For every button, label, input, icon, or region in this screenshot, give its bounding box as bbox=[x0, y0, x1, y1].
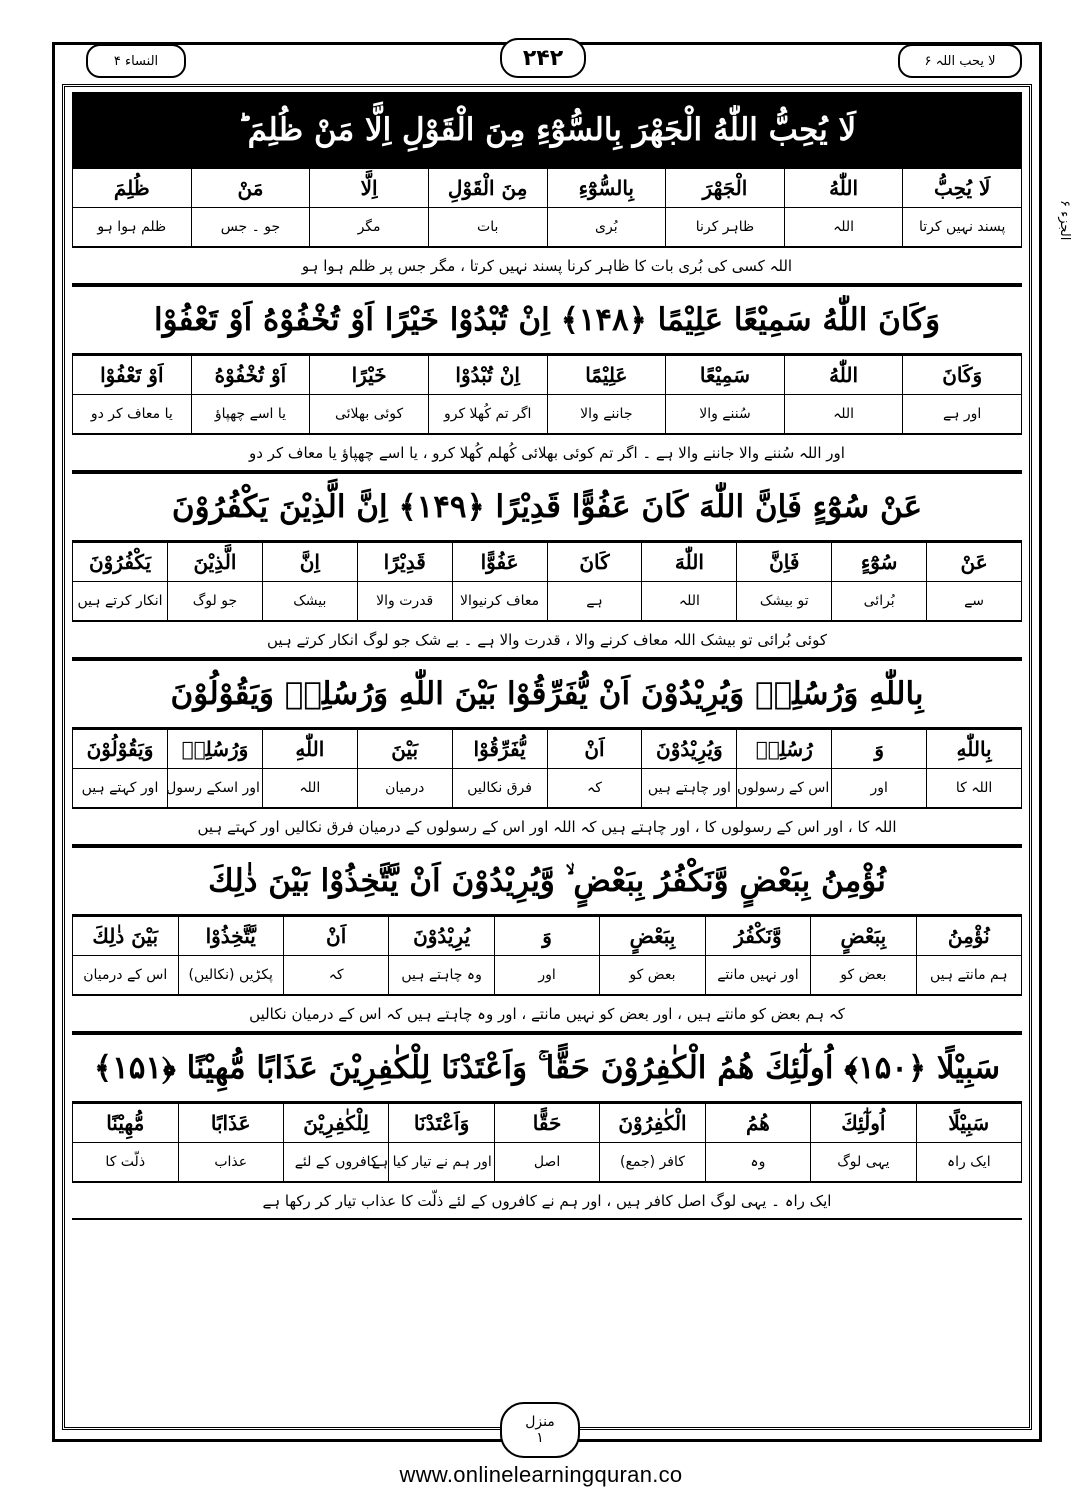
word-by-word-table bbox=[72, 916, 1022, 995]
ayah-line: وَكَانَ اللّٰهُ سَمِيْعًا عَلِيْمًا ﴿۱۴۸﴾ اِنْ تُبْدُوْا خَيْرًا اَوْ تُخْفُوْهُ اَوْ تَعْفُوْا bbox=[72, 285, 1022, 355]
urdu-meaning-cell: کافر (جمع) bbox=[600, 1143, 705, 1182]
urdu-meanings-row bbox=[73, 956, 1022, 995]
arabic-word-cell: نُؤْمِنُ bbox=[916, 917, 1021, 956]
surah-name-label: النساء ۴ bbox=[86, 44, 186, 78]
urdu-meaning-cell: یا معاف کر دو bbox=[73, 395, 192, 434]
arabic-word-cell: بِبَعْضٍ bbox=[600, 917, 705, 956]
arabic-word-cell: سُوْٓءٍ bbox=[832, 543, 927, 582]
urdu-meaning-cell: اور ہے bbox=[903, 395, 1022, 434]
urdu-meaning-cell: یا اسے چھپاؤ bbox=[191, 395, 310, 434]
arabic-words-row bbox=[73, 917, 1022, 956]
urdu-translation-line: ایک راہ ۔ یہی لوگ اصل کافر ہیں ، اور ہم نے کافروں کے لئے ذلّت کا عذاب تیار کر رکھا ہے bbox=[72, 1182, 1022, 1220]
arabic-word-cell: الْكٰفِرُوْنَ bbox=[600, 1104, 705, 1143]
arabic-word-cell: بِاللّٰهِ bbox=[927, 730, 1022, 769]
arabic-words-row bbox=[73, 169, 1022, 208]
arabic-word-cell: اُولٰٓئِكَ bbox=[811, 1104, 916, 1143]
urdu-meaning-cell: بعض کو bbox=[811, 956, 916, 995]
arabic-words-row bbox=[73, 356, 1022, 395]
urdu-meaning-cell: بیشک bbox=[262, 582, 357, 621]
urdu-meaning-cell: سُننے والا bbox=[666, 395, 785, 434]
arabic-word-cell: بِبَعْضٍ bbox=[811, 917, 916, 956]
arabic-word-cell: اِنَّ bbox=[262, 543, 357, 582]
manzil-label: منزل bbox=[525, 1414, 555, 1430]
arabic-word-cell: يَّتَّخِذُوْا bbox=[178, 917, 283, 956]
urdu-meaning-cell: اللہ bbox=[784, 395, 903, 434]
urdu-meaning-cell: اللہ bbox=[784, 208, 903, 247]
website-watermark: www.onlinelearningquran.co bbox=[399, 1462, 683, 1487]
arabic-word-cell: اَنْ bbox=[283, 917, 388, 956]
arabic-word-cell: سَبِيْلًا bbox=[916, 1104, 1021, 1143]
urdu-meaning-cell: بات bbox=[428, 208, 547, 247]
urdu-meaning-cell: ایک راہ bbox=[916, 1143, 1021, 1182]
urdu-meaning-cell: یہی لوگ bbox=[811, 1143, 916, 1182]
arabic-word-cell: هُمُ bbox=[705, 1104, 810, 1143]
urdu-meaning-cell: معاف کرنیوالا bbox=[452, 582, 547, 621]
arabic-word-cell: اِنْ تُبْدُوْا bbox=[428, 356, 547, 395]
ayah-line: نُؤْمِنُ بِبَعْضٍ وَّنَكْفُرُ بِبَعْضٍ ۙ وَّيُرِيْدُوْنَ اَنْ يَّتَّخِذُوْا بَيْنَ ذٰلِكَ bbox=[72, 846, 1022, 916]
urdu-meaning-cell: انکار کرتے ہیں bbox=[73, 582, 168, 621]
urdu-meaning-cell: اور bbox=[832, 769, 927, 808]
arabic-word-cell: يُرِيْدُوْنَ bbox=[389, 917, 494, 956]
urdu-meaning-cell: اور چاہتے ہیں bbox=[642, 769, 737, 808]
urdu-meaning-cell: کہ bbox=[547, 769, 642, 808]
arabic-words-row bbox=[73, 730, 1022, 769]
arabic-word-cell: عَنْ bbox=[927, 543, 1022, 582]
urdu-meaning-cell: اللہ bbox=[262, 769, 357, 808]
arabic-word-cell: بِالسُّوْٓءِ bbox=[547, 169, 666, 208]
arabic-word-cell: لِلْكٰفِرِيْنَ bbox=[283, 1104, 388, 1143]
arabic-word-cell: وَاَعْتَدْنَا bbox=[389, 1104, 494, 1143]
urdu-meanings-row bbox=[73, 208, 1022, 247]
arabic-word-cell: اَوْ تُخْفُوْهُ bbox=[191, 356, 310, 395]
urdu-meaning-cell: وہ bbox=[705, 1143, 810, 1182]
urdu-meaning-cell: اور اسکے رسول bbox=[167, 769, 262, 808]
juz-name-label: لا یحب اللہ ۶ bbox=[898, 44, 1022, 78]
arabic-word-cell: يُّفَرِّقُوْا bbox=[452, 730, 547, 769]
arabic-word-cell: وَيَقُوْلُوْنَ bbox=[73, 730, 168, 769]
manzil-badge bbox=[500, 1402, 580, 1458]
arabic-word-cell: حَقًّا bbox=[494, 1104, 599, 1143]
arabic-word-cell: اللّٰهُ bbox=[784, 356, 903, 395]
arabic-word-cell: بَيْنَ ذٰلِكَ bbox=[73, 917, 179, 956]
arabic-word-cell: كَانَ bbox=[547, 543, 642, 582]
urdu-meaning-cell: جو لوگ bbox=[167, 582, 262, 621]
juz-side-label: الجزء ۶ bbox=[1057, 199, 1072, 240]
arabic-word-cell: رُسُلِهٖ bbox=[737, 730, 832, 769]
urdu-meaning-cell: کافروں کے لئے bbox=[283, 1143, 388, 1182]
word-by-word-table bbox=[72, 355, 1022, 434]
urdu-meanings-row bbox=[73, 769, 1022, 808]
arabic-word-cell: عَذَابًا bbox=[178, 1104, 283, 1143]
urdu-meaning-cell: عذاب bbox=[178, 1143, 283, 1182]
urdu-meaning-cell: اور نہیں مانتے bbox=[705, 956, 810, 995]
arabic-word-cell: مُّهِيْنًا bbox=[73, 1104, 179, 1143]
urdu-meaning-cell: تو بیشک bbox=[737, 582, 832, 621]
urdu-meaning-cell: مگر bbox=[310, 208, 429, 247]
arabic-word-cell: اللّٰهَ bbox=[642, 543, 737, 582]
arabic-word-cell: اللّٰهِ bbox=[262, 730, 357, 769]
urdu-meaning-cell: ذلّت کا bbox=[73, 1143, 179, 1182]
ayah-line: سَبِيْلًا ﴿۱۵۰﴾ اُولٰٓئِكَ هُمُ الْكٰفِرُوْنَ حَقًّا ۚ وَاَعْتَدْنَا لِلْكٰفِرِيْنَ عَذَابًا مُّهِيْنًا ﴿۱۵۱﴾ bbox=[72, 1033, 1022, 1103]
urdu-meaning-cell: کوئی بھلائی bbox=[310, 395, 429, 434]
arabic-word-cell: وَيُرِيْدُوْنَ bbox=[642, 730, 737, 769]
word-by-word-table bbox=[72, 542, 1022, 621]
urdu-meaning-cell: ہم مانتے ہیں bbox=[916, 956, 1021, 995]
arabic-word-cell: وَ bbox=[832, 730, 927, 769]
arabic-word-cell: وَكَانَ bbox=[903, 356, 1022, 395]
urdu-meaning-cell: کہ bbox=[283, 956, 388, 995]
arabic-word-cell: الَّذِيْنَ bbox=[167, 543, 262, 582]
arabic-words-row bbox=[73, 1104, 1022, 1143]
manzil-number: ۱ bbox=[536, 1430, 544, 1446]
arabic-word-cell: بَيْنَ bbox=[357, 730, 452, 769]
urdu-translation-line: اللہ کا ، اور اس کے رسولوں کا ، اور چاہتے ہیں کہ اللہ اور اس کے رسولوں کے درمیان فرق نکالیں اور کہتے ہیں bbox=[72, 808, 1022, 846]
urdu-translation-line: اللہ کسی کی بُری بات کا ظاہر کرنا پسند نہیں کرتا ، مگر جس پر ظلم ہوا ہو bbox=[72, 247, 1022, 285]
urdu-meaning-cell: وہ چاہتے ہیں bbox=[389, 956, 494, 995]
urdu-meaning-cell: اللہ bbox=[642, 582, 737, 621]
urdu-meaning-cell: بعض کو bbox=[600, 956, 705, 995]
urdu-meaning-cell: اگر تم کُھلا کرو bbox=[428, 395, 547, 434]
arabic-word-cell: سَمِيْعًا bbox=[666, 356, 785, 395]
word-by-word-table bbox=[72, 168, 1022, 247]
urdu-meaning-cell: ظاہر کرنا bbox=[666, 208, 785, 247]
arabic-word-cell: خَيْرًا bbox=[310, 356, 429, 395]
page-number: ۲۴۲ bbox=[500, 38, 586, 78]
arabic-word-cell: عَفُوًّا bbox=[452, 543, 547, 582]
urdu-meaning-cell: بُرائی bbox=[832, 582, 927, 621]
arabic-word-cell: اَنْ bbox=[547, 730, 642, 769]
urdu-meaning-cell: ظلم ہوا ہو bbox=[73, 208, 192, 247]
urdu-meanings-row bbox=[73, 582, 1022, 621]
urdu-meaning-cell: پکڑیں (نکالیں) bbox=[178, 956, 283, 995]
urdu-meanings-row bbox=[73, 395, 1022, 434]
arabic-word-cell: مَنْ bbox=[191, 169, 310, 208]
arabic-word-cell: عَلِيْمًا bbox=[547, 356, 666, 395]
urdu-translation-line: کوئی بُرائی تو بیشک اللہ معاف کرنے والا ، قدرت والا ہے ۔ بے شک جو لوگ انکار کرتے ہیں bbox=[72, 621, 1022, 659]
urdu-meaning-cell: درمیان bbox=[357, 769, 452, 808]
arabic-word-cell: يَكْفُرُوْنَ bbox=[73, 543, 168, 582]
arabic-word-cell: قَدِيْرًا bbox=[357, 543, 452, 582]
ayah-line: بِاللّٰهِ وَرُسُلِهٖ وَيُرِيْدُوْنَ اَنْ يُّفَرِّقُوْا بَيْنَ اللّٰهِ وَرُسُلِهٖ وَيَقُوْلُوْنَ bbox=[72, 659, 1022, 729]
urdu-meaning-cell: قدرت والا bbox=[357, 582, 452, 621]
arabic-word-cell: وَرُسُلِهٖ bbox=[167, 730, 262, 769]
arabic-word-cell: اللّٰهُ bbox=[784, 169, 903, 208]
urdu-meaning-cell: اور ہم نے تیار کیا ہے bbox=[389, 1143, 494, 1182]
urdu-translation-line: کہ ہم بعض کو مانتے ہیں ، اور بعض کو نہیں مانتے ، اور وہ چاہتے ہیں کہ اس کے درمیان نکالیں bbox=[72, 995, 1022, 1033]
urdu-meaning-cell: ہے bbox=[547, 582, 642, 621]
arabic-word-cell: مِنَ الْقَوْلِ bbox=[428, 169, 547, 208]
urdu-meaning-cell: اس کے رسولوں bbox=[737, 769, 832, 808]
urdu-meaning-cell: اور bbox=[494, 956, 599, 995]
ayah-line: عَنْ سُوْٓءٍ فَاِنَّ اللّٰهَ كَانَ عَفُوًّا قَدِيْرًا ﴿۱۴۹﴾ اِنَّ الَّذِيْنَ يَكْفُرُوْنَ bbox=[72, 472, 1022, 542]
urdu-meaning-cell: اس کے درمیان bbox=[73, 956, 179, 995]
arabic-word-cell: وَ bbox=[494, 917, 599, 956]
urdu-meaning-cell: اللہ کا bbox=[927, 769, 1022, 808]
urdu-meanings-row bbox=[73, 1143, 1022, 1182]
arabic-word-cell: اِلَّا bbox=[310, 169, 429, 208]
arabic-word-cell: وَّنَكْفُرُ bbox=[705, 917, 810, 956]
arabic-word-cell: لَا يُحِبُّ bbox=[903, 169, 1022, 208]
urdu-meaning-cell: پسند نہیں کرتا bbox=[903, 208, 1022, 247]
arabic-word-cell: اَوْ تَعْفُوْا bbox=[73, 356, 192, 395]
arabic-words-row bbox=[73, 543, 1022, 582]
urdu-meaning-cell: بُری bbox=[547, 208, 666, 247]
arabic-word-cell: الْجَهْرَ bbox=[666, 169, 785, 208]
urdu-meaning-cell: فرق نکالیں bbox=[452, 769, 547, 808]
urdu-meaning-cell: جو ۔ جس bbox=[191, 208, 310, 247]
urdu-meaning-cell: سے bbox=[927, 582, 1022, 621]
top-ayah: لَا يُحِبُّ اللّٰهُ الْجَهْرَ بِالسُّوْٓءِ مِنَ الْقَوْلِ اِلَّا مَنْ ظُلِمَ ؕ bbox=[72, 92, 1022, 168]
word-by-word-table bbox=[72, 729, 1022, 808]
arabic-word-cell: ظُلِمَ bbox=[73, 169, 192, 208]
quran-page-content bbox=[72, 92, 1022, 1220]
urdu-translation-line: اور اللہ سُننے والا جاننے والا ہے ۔ اگر تم کوئی بھلائی کُھلم کُھلا کرو ، یا اسے چھپاؤ یا معاف کر دو bbox=[72, 434, 1022, 472]
word-by-word-table bbox=[72, 1103, 1022, 1182]
urdu-meaning-cell: جاننے والا bbox=[547, 395, 666, 434]
arabic-word-cell: فَاِنَّ bbox=[737, 543, 832, 582]
urdu-meaning-cell: اصل bbox=[494, 1143, 599, 1182]
urdu-meaning-cell: اور کہتے ہیں bbox=[73, 769, 168, 808]
